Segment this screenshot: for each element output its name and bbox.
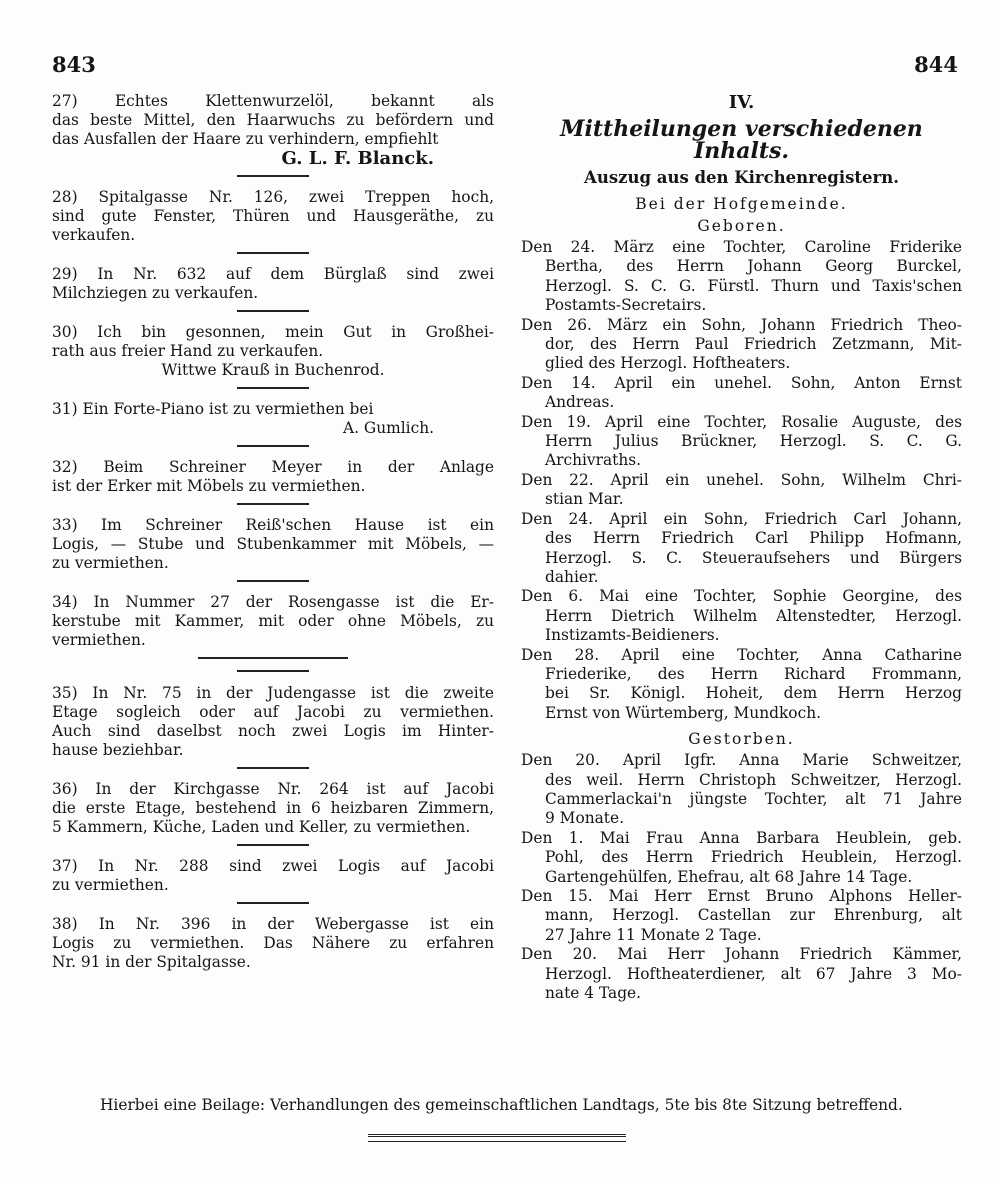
entry-line: glied des Herzogl. Hoftheaters. xyxy=(545,354,791,373)
entry-line: Den 24. April ein Sohn, Friedrich Carl Johann, xyxy=(521,509,962,528)
entry-line: Herrn Julius Brückner, Herzogl. S. C. G. xyxy=(545,432,962,451)
separator-rule xyxy=(237,902,309,904)
ad-line: sind gute Fenster, Thüren und Hausgeräthe, zu xyxy=(52,207,494,225)
died-heading: Gestorben. xyxy=(688,730,795,749)
entry-line: dahier. xyxy=(545,567,599,586)
ad-line: 33) Im Schreiner Reiß'schen Hause ist ein xyxy=(52,516,494,534)
ad-line: ist der Erker mit Möbels zu vermiethen. xyxy=(52,477,366,495)
ad-line: das Ausfallen der Haare zu verhindern, empfiehlt xyxy=(52,130,439,148)
advertisements-column xyxy=(52,92,494,972)
ad-line: die erste Etage, bestehend in 6 heizbaren Zimmern, xyxy=(52,799,494,817)
entry-line: des weil. Herrn Christoph Schweitzer, Herzogl. xyxy=(545,770,962,789)
ad-line: Auch sind daselbst noch zwei Logis im Hinter- xyxy=(52,722,494,740)
birth-entries xyxy=(521,238,962,723)
page-number-right: 844 xyxy=(914,52,958,77)
ad-line: Nr. 91 in der Spitalgasse. xyxy=(52,953,251,971)
entry-line: Herzogl. Hoftheaterdiener, alt 67 Jahre 3 Mo- xyxy=(545,964,962,983)
ad-line: rath aus freier Hand zu verkaufen. xyxy=(52,342,324,360)
separator-rule xyxy=(198,657,348,659)
register-entry xyxy=(521,829,962,887)
entry-line: Herrn Dietrich Wilhelm Altenstedter, Herzogl. xyxy=(545,606,962,625)
ad-line: Etage sogleich oder auf Jacobi zu vermiethen. xyxy=(52,703,494,721)
ad-signature: Wittwe Krauß in Buchenrod. xyxy=(161,361,385,379)
ad-line: zu vermiethen. xyxy=(52,554,169,572)
entry-line: Den 6. Mai eine Tochter, Sophie Georgine, des xyxy=(521,587,962,606)
entry-line: Gartengehülfen, Ehefrau, alt 68 Jahre 14 Tage. xyxy=(545,867,913,886)
separator-rule xyxy=(237,252,309,254)
ad-line: kerstube mit Kammer, mit oder ohne Möbels, zu xyxy=(52,612,494,630)
ad-line: 29) In Nr. 632 auf dem Bürglaß sind zwei xyxy=(52,265,494,283)
supplement-notice: Hierbei eine Beilage: Verhandlungen des gemeinschaftlichen Landtags, 5te bis 8te Sitzung betreffend. xyxy=(100,1096,903,1114)
ad-line: 31) Ein Forte-Piano ist zu vermiethen bei xyxy=(52,400,374,418)
advertisement xyxy=(52,92,494,168)
ad-line: das beste Mittel, den Haarwuchs zu befördern und xyxy=(52,111,494,129)
entry-line: Archivraths. xyxy=(545,451,642,470)
entry-line: Den 14. April ein unehel. Sohn, Anton Ernst xyxy=(521,373,962,392)
closing-rule xyxy=(368,1134,626,1142)
register-entry xyxy=(521,471,962,510)
ad-line: 28) Spitalgasse Nr. 126, zwei Treppen hoch, xyxy=(52,188,494,206)
entry-line: mann, Herzogl. Castellan zur Ehrenburg, alt xyxy=(545,906,962,925)
entry-line: stian Mar. xyxy=(545,490,624,509)
ad-line: 34) In Nummer 27 der Rosengasse ist die Er- xyxy=(52,593,494,611)
entry-line: Postamts-Secretairs. xyxy=(545,296,707,315)
page-number-left: 843 xyxy=(52,52,96,77)
entry-line: Ernst von Würtemberg, Mundkoch. xyxy=(545,703,822,722)
register-subtitle: Auszug aus den Kirchenregistern. xyxy=(584,168,899,187)
entry-line: Herzogl. S. C. Steueraufsehers und Bürgers xyxy=(545,548,962,567)
entry-line: Instizamts-Beidieners. xyxy=(545,626,720,645)
entry-line: des Herrn Friedrich Carl Philipp Hofmann, xyxy=(545,529,962,548)
entry-line: Cammerlackai'n jüngste Tochter, alt 71 Jahre xyxy=(545,789,962,808)
register-entry xyxy=(521,646,962,724)
entry-line: Friederike, des Herrn Richard Frommann, xyxy=(545,664,962,683)
register-entry xyxy=(521,374,962,413)
ad-line: vermiethen. xyxy=(52,631,146,649)
advertisement xyxy=(52,857,494,895)
entry-line: Den 24. März eine Tochter, Caroline Friderike xyxy=(521,238,962,256)
advertisement xyxy=(52,684,494,760)
entry-line: Herzogl. S. C. G. Fürstl. Thurn und Taxis'schen xyxy=(545,276,962,295)
separator-rule xyxy=(237,767,309,769)
born-heading: Geboren. xyxy=(697,217,786,235)
entry-line: bei Sr. Königl. Hoheit, dem Herrn Herzog xyxy=(545,684,962,703)
entry-line: Andreas. xyxy=(545,393,615,412)
ad-line: zu vermiethen. xyxy=(52,876,169,894)
entry-line: Pohl, des Herrn Friedrich Heublein, Herzogl. xyxy=(545,848,962,867)
register-entry xyxy=(521,413,962,471)
separator-rule xyxy=(237,844,309,846)
advertisement xyxy=(52,780,494,837)
separator-rule xyxy=(237,445,309,447)
ad-line: 35) In Nr. 75 in der Judengasse ist die zweite xyxy=(52,684,494,702)
advertisement xyxy=(52,516,494,573)
entry-line: Den 20. April Igfr. Anna Marie Schweitzer, xyxy=(521,751,962,770)
advertisement xyxy=(52,458,494,496)
ad-signature: G. L. F. Blanck. xyxy=(281,149,434,168)
separator-rule xyxy=(237,310,309,312)
ad-line: Milchziegen zu verkaufen. xyxy=(52,284,259,302)
register-entry xyxy=(521,316,962,374)
separator-rule xyxy=(237,175,309,177)
entry-line: Den 22. April ein unehel. Sohn, Wilhelm Chri- xyxy=(521,470,962,489)
register-entry xyxy=(521,587,962,645)
parish-heading: Bei der Hofgemeinde. xyxy=(635,195,848,213)
entry-line: Den 15. Mai Herr Ernst Bruno Alphons Heller- xyxy=(521,887,962,905)
entry-line: Bertha, des Herrn Johann Georg Burckel, xyxy=(545,257,962,276)
ad-line: Logis, — Stube und Stubenkammer mit Möbels, — xyxy=(52,535,494,553)
advertisement xyxy=(52,915,494,972)
church-register-column xyxy=(521,92,962,1003)
entry-line: Den 1. Mai Frau Anna Barbara Heublein, geb. xyxy=(521,828,962,847)
entry-line: 27 Jahre 11 Monate 2 Tage. xyxy=(545,925,762,944)
ad-line: hause beziehbar. xyxy=(52,741,184,759)
entry-line: Den 26. März ein Sohn, Johann Friedrich Theo- xyxy=(521,315,962,334)
register-entry xyxy=(521,751,962,829)
entry-line: 9 Monate. xyxy=(545,809,624,828)
register-entry xyxy=(521,945,962,1003)
ad-line: 30) Ich bin gesonnen, mein Gut in Großhei- xyxy=(52,323,494,341)
advertisement xyxy=(52,188,494,245)
advertisement xyxy=(52,265,494,303)
entry-line: dor, des Herrn Paul Friedrich Zetzmann, Mit- xyxy=(545,335,962,354)
ad-line: 38) In Nr. 396 in der Webergasse ist ein xyxy=(52,915,494,933)
register-entry xyxy=(521,887,962,945)
ad-line: 37) In Nr. 288 sind zwei Logis auf Jacobi xyxy=(52,857,494,875)
ad-line: 5 Kammern, Küche, Laden und Keller, zu vermiethen. xyxy=(52,818,471,836)
entry-line: Den 28. April eine Tochter, Anna Catharine xyxy=(521,645,962,664)
advertisement xyxy=(52,323,494,380)
separator-rule xyxy=(237,503,309,505)
ad-line: 27) Echtes Klettenwurzelöl, bekannt als xyxy=(52,92,494,110)
entry-line: nate 4 Tage. xyxy=(545,984,642,1003)
register-entry xyxy=(521,510,962,588)
section-number: IV. xyxy=(728,92,755,113)
death-entries xyxy=(521,751,962,1003)
advertisement xyxy=(52,593,494,650)
ad-line: verkaufen. xyxy=(52,226,136,244)
advertisement xyxy=(52,400,494,438)
ad-signature: A. Gumlich. xyxy=(343,419,434,437)
separator-rule xyxy=(237,670,309,672)
ad-line: Logis zu vermiethen. Das Nähere zu erfahren xyxy=(52,934,494,952)
ad-line: 32) Beim Schreiner Meyer in der Anlage xyxy=(52,458,494,476)
separator-rule xyxy=(237,580,309,582)
entry-line: Den 19. April eine Tochter, Rosalie Auguste, des xyxy=(521,412,962,431)
separator-rule xyxy=(237,387,309,389)
entry-line: Den 20. Mai Herr Johann Friedrich Kämmer, xyxy=(521,945,962,964)
ad-line: 36) In der Kirchgasse Nr. 264 ist auf Jacobi xyxy=(52,780,494,798)
register-entry xyxy=(521,238,962,316)
section-title: Mittheilungen verschiedenen Inhalts. xyxy=(560,116,923,164)
